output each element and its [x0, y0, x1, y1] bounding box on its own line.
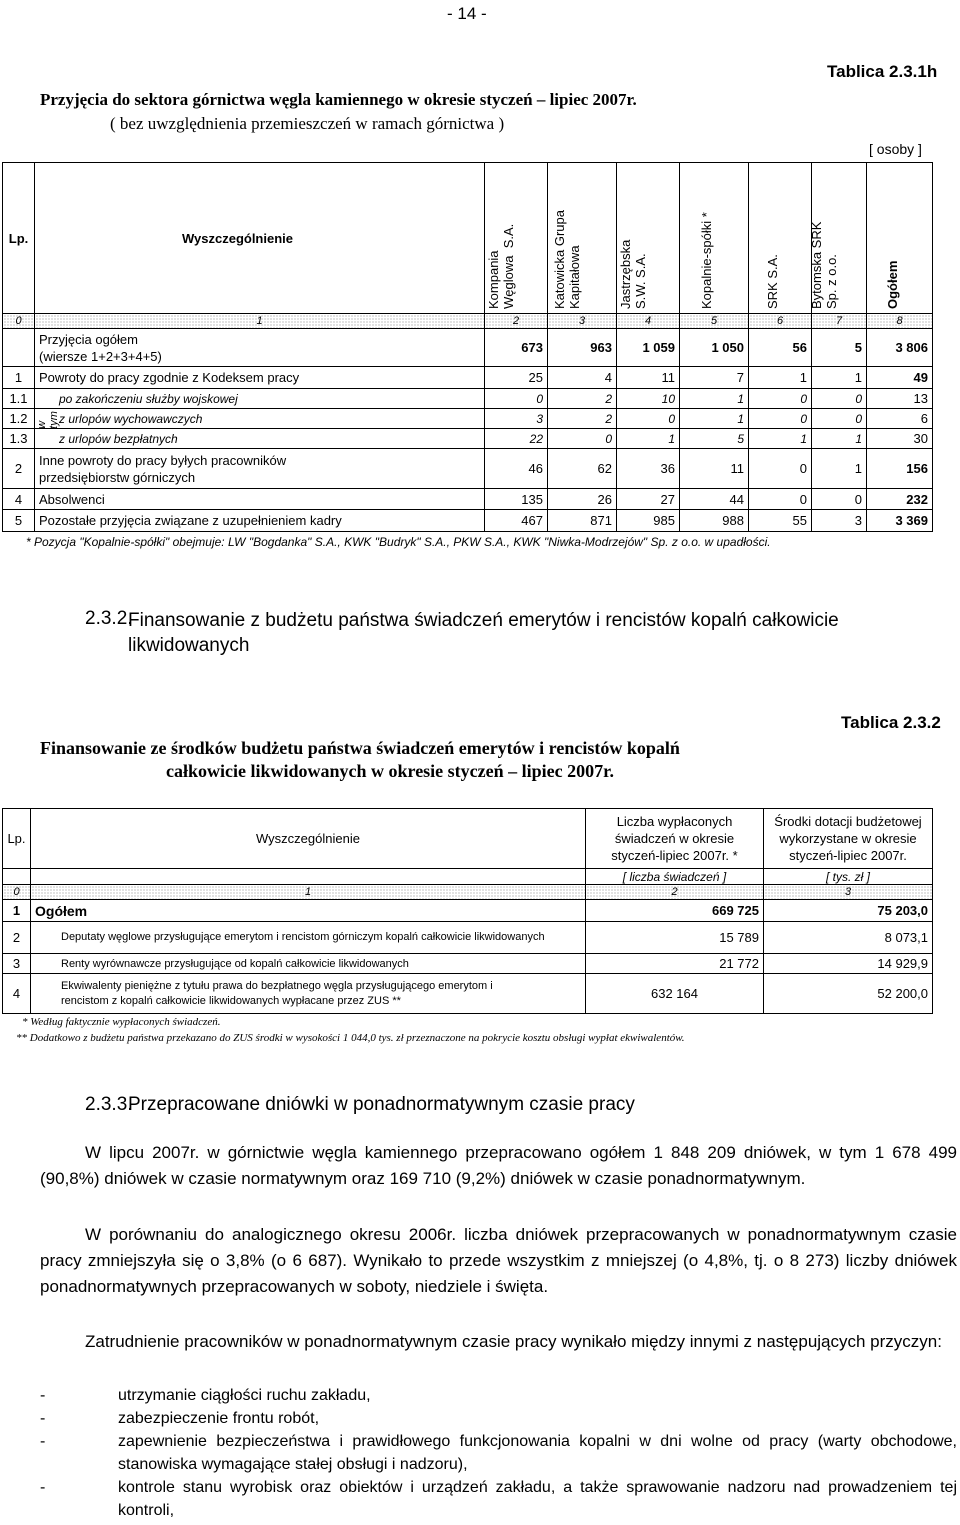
header-lp: Lp.: [3, 809, 31, 869]
header-funds: Środki dotacji budżetowej wykorzystane w okresie styczeń-lipiec 2007r.: [764, 809, 933, 869]
header-col-srk: SRK S.A.: [749, 163, 812, 314]
table-row: 2 Deputaty węglowe przysługujące emerytom i rencistom górniczym kopalń całkowicie likwidowanych 15 789 8 073,1: [3, 922, 933, 954]
table-footnote: * Pozycja "Kopalnie-spółki" obejmuje: LW "Bogdanka" S.A., KWK "Budryk" S.A., PKW S.A., KWK "Niwka-Modrzejów" Sp. z o.o. w upadłości.: [26, 535, 771, 549]
table-title-line2: całkowicie likwidowanych w okresie styczeń – lipiec 2007r.: [166, 761, 614, 781]
table-row: 5 Pozostałe przyjęcia związane z uzupełnieniem kadry 467 871 985 988 55 3 3 369: [3, 510, 933, 532]
table-row: 1 Powroty do pracy zgodnie z Kodeksem pracy 25 4 11 7 1 1 49: [3, 367, 933, 389]
section-number: 2.3.2.: [85, 608, 133, 629]
section-title: Przepracowane dniówki w ponadnormatywnym czasie pracy: [128, 1094, 635, 1115]
header-col-spolki: Kopalnie-spółki *: [680, 163, 749, 314]
table-row: 4 Ekwiwalenty pieniężne z tytułu prawa do bezpłatnego węgla przysługującego emerytom i rencistom z kopalń całkowicie likwidowanych wypłacane przez ZUS ** 632 164 52 200,0: [3, 974, 933, 1014]
header-col-total: Ogółem: [867, 163, 933, 314]
financing-table: [2, 808, 933, 1014]
header-col-bsrk: Bytomska SRK Sp. z o.o.: [812, 163, 867, 314]
table-note-2: ** Dodatkowo z budżetu państwa przekazano do ZUS środki w wysokości 1 044,0 tys. zł przeznaczone na pokrycie kosztu obsługi wypłat ekwiwalentów.: [16, 1032, 685, 1044]
header-description: Wyszczególnienie: [31, 809, 586, 869]
table-title: Przyjęcia do sektora górnictwa węgla kamiennego w okresie styczeń – lipiec 2007r.: [40, 90, 637, 109]
table-units: [ osoby ]: [869, 141, 922, 157]
section-number: 2.3.3.: [85, 1094, 133, 1115]
header-lp: Lp.: [3, 163, 35, 314]
table-row: 1.2 z urlopów wychowawczych 3 2 0 1 0 0 6: [3, 409, 933, 429]
list-item: - kontrole stanu wyrobisk oraz obiektów i urządzeń zakładu, a także sprawowanie nadzoru nad prowadzeniem tej kontroli,: [40, 1479, 957, 1519]
reasons-list: [40, 1384, 957, 1522]
page-number: - 14 -: [447, 4, 487, 23]
table-row: 2 Inne powroty do pracy byłych pracowników przedsiębiorstw górniczych 46 62 36 11 0 1 156: [3, 449, 933, 489]
section-title: Finansowanie z budżetu państwa świadczeń emerytów i rencistów kopalń całkowicie likwidowanych: [128, 610, 839, 656]
table-reference: Tablica 2.3.1h: [827, 62, 938, 81]
table-note-1: * Według faktycznie wypłaconych świadczeń.: [22, 1016, 221, 1028]
table-row: 4 Absolwenci 135 26 27 44 0 0 232: [3, 489, 933, 510]
table-row: 1.3 z urlopów bezpłatnych 22 0 1 5 1 1 30: [3, 429, 933, 449]
table-reference: Tablica 2.3.2: [841, 713, 941, 732]
paragraph-1: W lipcu 2007r. w górnictwie węgla kamiennego przepracowano ogółem 1 848 209 dniówek, w tym 1 678 499 (90,8%) dniówek w czasie normatywnym oraz 169 710 (9,2%) dniówek w czasie ponadnormatywnym.: [40, 1143, 957, 1188]
column-number-row: 0 1 2 3 4 5 6 7 8: [3, 314, 933, 329]
list-item: - zabezpieczenie frontu robót,: [40, 1410, 320, 1427]
paragraph-3: Zatrudnienie pracowników w ponadnormatywnym czasie pracy wynikało między innymi z następujących przyczyn:: [85, 1332, 942, 1351]
table-title-line1: Finansowanie ze środków budżetu państwa świadczeń emerytów i rencistów kopalń: [40, 738, 680, 758]
header-col-kgk: Katowicka Grupa Kapitałowa: [548, 163, 617, 314]
w-tym-label: w tym: [36, 411, 61, 429]
list-item: - utrzymanie ciągłości ruchu zakładu,: [40, 1387, 371, 1404]
column-number-row: 0 1 2 3: [3, 885, 933, 900]
header-description: Wyszczególnienie: [35, 163, 485, 314]
table-subtitle: ( bez uwzględnienia przemieszczeń w ramach górnictwa ): [110, 114, 505, 133]
table-row: 1.1 po zakończeniu służby wojskowej 0 2 10 1 0 0 13: [3, 389, 933, 409]
table-row: 3 Renty wyrównawcze przysługujące od kopalń całkowicie likwidowanych 21 772 14 929,9: [3, 954, 933, 974]
admissions-table: [2, 162, 933, 532]
header-col-jsw: Jastrzębska S.W. S.A.: [617, 163, 680, 314]
list-item: - zapewnienie bezpieczeństwa i prawidłowego funkcjonowania kopalni w dni wolne od pracy (warty obchodowe, stanowiska wymagające stałej obsługi i nadzoru),: [40, 1433, 957, 1473]
header-count: Liczba wypłaconych świadczeń w okresie styczeń-lipiec 2007r. *: [586, 809, 764, 869]
table-row: 1 Ogółem 669 725 75 203,0: [3, 900, 933, 922]
unit-funds: [ tys. zł ]: [764, 869, 933, 885]
header-col-kw: Kompania Węglowa S.A.: [485, 163, 548, 314]
unit-count: [ liczba świadczeń ]: [586, 869, 764, 885]
paragraph-2: W porównaniu do analogicznego okresu 2006r. liczba dniówek przepracowanych w ponadnormatywnym czasie pracy zmniejszyła się o 3,8% (o 6 687). Wynikało to przede wszystkim z mniejszej (o 4,8%, tj. o 8 273) liczby dniówek ponadnormatywnych przepracowanych w soboty, niedziele i święta.: [40, 1225, 957, 1296]
table-row: Przyjęcia ogółem (wiersze 1+2+3+4+5) 673 963 1 059 1 050 56 5 3 806: [3, 329, 933, 367]
